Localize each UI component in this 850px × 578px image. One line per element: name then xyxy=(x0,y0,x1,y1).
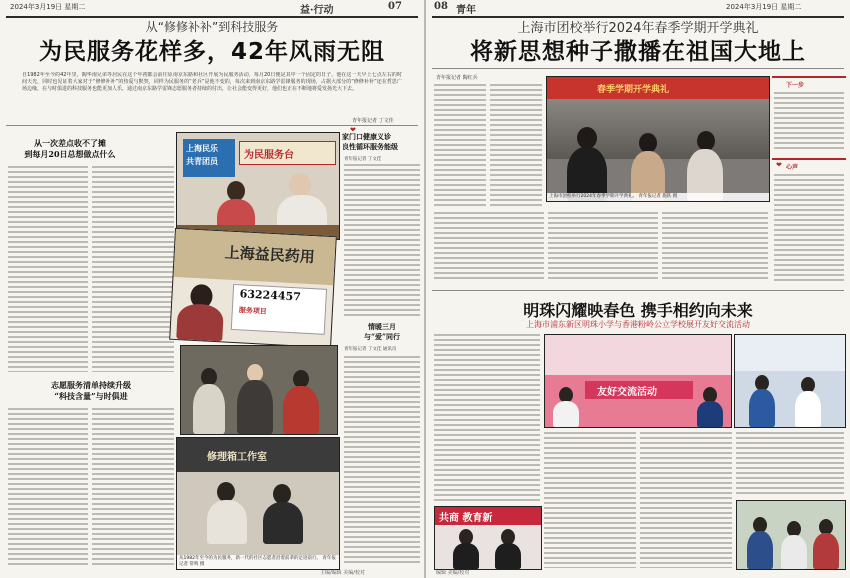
photo-repair-studio xyxy=(176,437,340,570)
left-headline: 为民服务花样多，42年风雨无阻 xyxy=(38,39,385,65)
stage-banner xyxy=(547,77,769,99)
person-body xyxy=(283,386,319,434)
person-body xyxy=(813,533,839,569)
heart-icon: ❤ xyxy=(350,126,356,134)
person-body xyxy=(747,531,773,569)
person-body xyxy=(193,384,225,434)
left-lead-byline: 青年报记者 丁文佳 xyxy=(352,118,394,124)
person-head xyxy=(639,133,657,153)
left-lead-rule xyxy=(6,125,418,126)
side-box-voices-title: 心声 xyxy=(786,164,799,171)
photo2-subtitle: 服务项目 xyxy=(238,305,268,316)
right-page-number: 08 xyxy=(434,1,448,12)
left-col1c-text xyxy=(8,408,88,566)
left-photo-caption: 从1982年至今的为民服务，新一代的社区志愿者沿着前辈的足迹前行。 青年报记者 常鸣 摄 xyxy=(177,555,339,569)
story2-col1 xyxy=(434,334,540,502)
right-col-title-1: 家门口健康义诊 良性循环服务能级 xyxy=(342,132,398,151)
person-body xyxy=(697,401,723,427)
right-head-rule xyxy=(432,68,844,69)
person-body xyxy=(495,543,521,569)
right-kicker: 上海市团校举行2024年春季学期开学典礼 xyxy=(517,21,759,36)
story2-rule xyxy=(432,290,844,291)
side-box-voices xyxy=(772,158,846,282)
heart-icon: ❤ xyxy=(776,161,782,169)
person-body xyxy=(176,303,224,341)
right-story-col3 xyxy=(434,212,544,282)
photo2-phone: 63224457 xyxy=(239,287,302,304)
booth-sign xyxy=(173,229,335,285)
left-footer: 主编/编辑 美编/校对 xyxy=(320,570,365,576)
right-byline: 青年报记者 陶红兵 xyxy=(436,75,478,81)
left-col1b-text xyxy=(92,166,174,372)
person-body xyxy=(781,535,807,569)
left-kicker: 从“修修补补”到科技服务 xyxy=(145,20,279,34)
left-lead-paragraph: 自1982年至今的42年里，陶华南兄弟等居民在这个年初都会前往原南京东路和社区开展为民服务活动，每月20日便是其中一个固定的日子。他在这一天早上七点左右的时间天光，同时也见证着大家对于“修修补补”的热爱与默契，同样为民服务的“老兵”是他不变的，每次来到南京东路学雷锋服务的现场，占据大部分的“修修补补”还在哲思广场边缘，在与时俱进的科技服务也能更加人乐，通过南京东路学雷锋志愿服务者持续的付出，让社会能变得更好，他们也正在不断地将爱发扬光大下去。 xyxy=(22,72,402,92)
story2-subhead: 上海市浦东新区明珠小学与香港粉岭公立学校展开友好交流活动 xyxy=(526,320,750,329)
right-col-text-2 xyxy=(344,356,420,566)
right-story-col5 xyxy=(662,212,768,282)
person-body xyxy=(263,502,303,544)
person-head xyxy=(217,482,235,502)
right-col-title-2: 情暖三月 与“爱”同行 xyxy=(363,322,401,341)
person-head xyxy=(273,484,291,504)
person-body xyxy=(453,543,479,569)
person-head xyxy=(227,181,245,201)
right-col-byline-1: 青年报记者 丁文佳 xyxy=(344,157,382,162)
story2-banner-text: 友好交流活动 xyxy=(597,387,657,398)
person-body xyxy=(237,380,273,434)
photo-students xyxy=(434,506,542,570)
photo-crowd xyxy=(180,345,338,435)
left-subhead-2: 志愿服务清单持续升级 “科技含量”与时俱进 xyxy=(51,380,131,401)
right-story-col1 xyxy=(434,84,486,208)
right-headline: 将新思想种子撒播在祖国大地上 xyxy=(470,39,806,65)
left-col1a-text xyxy=(8,166,88,372)
right-story-col4 xyxy=(548,212,658,282)
right-col-text-1 xyxy=(344,164,420,316)
right-header-meta: 2024年3月19日 星期二 xyxy=(726,3,802,11)
story2-sign-text: 共商 教育新 xyxy=(439,513,493,524)
photo-medicine-booth xyxy=(169,228,337,348)
photo1-sign-text-2: 为民服务台 xyxy=(244,150,294,161)
story2-headline: 明珠闪耀映春色 携手相约向未来 xyxy=(523,301,753,320)
photo1-sign-text: 上海民乐 共青团员 xyxy=(186,143,218,166)
story2-col4 xyxy=(736,432,844,496)
right-photo-caption: 上海市团校举行2024年春季学期开学典礼。 青年报记者 施轶 摄 xyxy=(547,193,769,201)
photo-volunteer-desk xyxy=(176,132,340,240)
side-box-next-step xyxy=(772,76,846,152)
side-box-next-step-title: 下一步 xyxy=(786,82,805,89)
ceremony-banner-text: 春季学期开学典礼 xyxy=(597,85,670,95)
photo-exchange-event xyxy=(544,334,732,428)
studio-sign xyxy=(177,438,339,472)
sign-board xyxy=(183,139,235,177)
photo-children xyxy=(736,500,846,570)
person-head xyxy=(289,173,311,197)
story2-col2 xyxy=(544,432,636,568)
right-section-name: 青年 xyxy=(456,5,476,16)
right-story-col2 xyxy=(490,84,542,208)
left-subhead-1: 从一次差点收不了摊 到每月20日总想做点什么 xyxy=(24,138,116,159)
info-card xyxy=(231,284,327,335)
photo-opening-ceremony xyxy=(546,76,770,202)
left-page-number: 07 xyxy=(388,1,402,12)
left-col1d-text xyxy=(92,408,174,566)
person-head xyxy=(577,127,597,149)
photo4-sign-text: 修理箱工作室 xyxy=(207,452,267,463)
event-banner xyxy=(585,381,693,399)
person-body xyxy=(207,500,247,544)
left-page xyxy=(0,0,424,578)
left-header-meta: 2024年3月19日 星期二 xyxy=(10,3,86,11)
sign-banner xyxy=(239,141,336,165)
person-body xyxy=(553,401,579,427)
right-col-byline-2: 青年报记者 丁文佳 通讯员 xyxy=(344,347,397,352)
person-head xyxy=(697,131,715,151)
person-body xyxy=(795,391,821,427)
photo-classroom xyxy=(734,334,846,428)
photo2-sign-text: 上海益民药用 xyxy=(224,243,316,267)
person-body xyxy=(749,389,775,427)
story2-col3 xyxy=(640,432,732,568)
right-page xyxy=(426,0,850,578)
right-footer: 编辑 美编/校对 xyxy=(436,570,470,576)
left-section-name: 益·行动 xyxy=(300,5,334,16)
event-banner-2 xyxy=(435,507,541,525)
